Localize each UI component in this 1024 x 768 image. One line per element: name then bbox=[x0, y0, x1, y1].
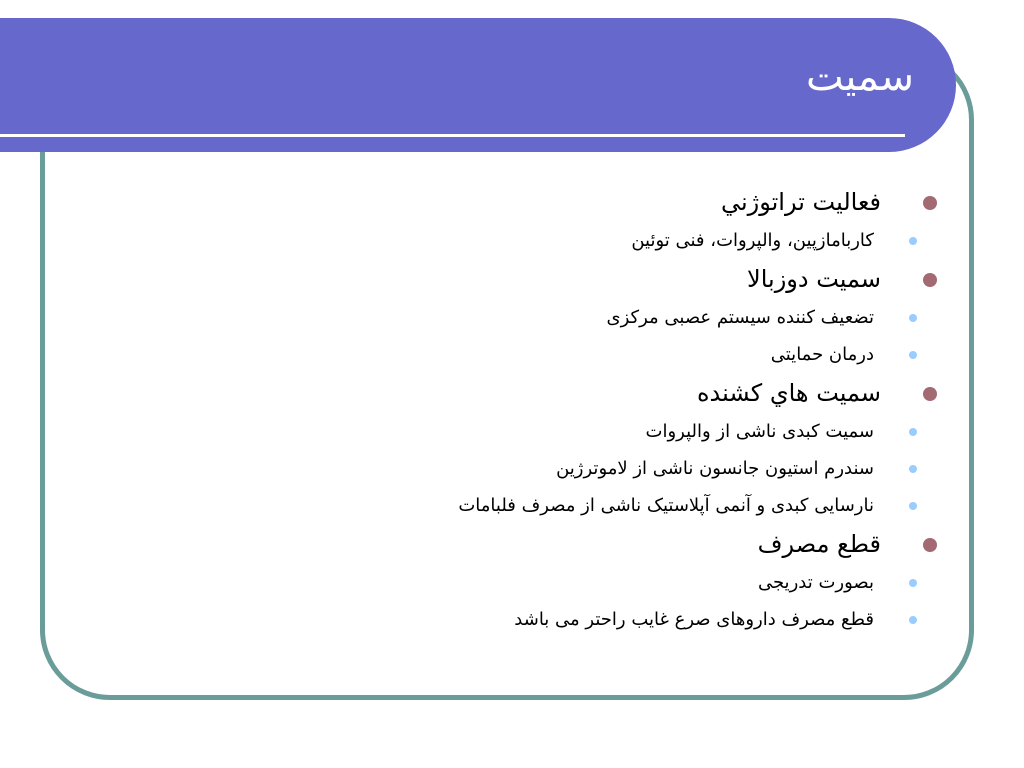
sub-bullet-dot-icon bbox=[909, 465, 917, 473]
bullet-dot-icon bbox=[923, 196, 937, 210]
bullet-dot-icon bbox=[923, 538, 937, 552]
sub-bullet-dot-icon bbox=[909, 616, 917, 624]
sub-bullet-dot-icon bbox=[909, 428, 917, 436]
sub-bullet-dot-icon bbox=[909, 351, 917, 359]
sub-bullet-text: بصورت تدریجی bbox=[757, 572, 874, 593]
sub-bullet-item bbox=[209, 564, 909, 601]
bullet-text: قطع مصرف bbox=[757, 530, 881, 558]
sub-bullet-text: سندرم استیون جانسون ناشی از لاموترژین bbox=[556, 458, 874, 479]
sub-bullet-dot-icon bbox=[909, 237, 917, 245]
sub-bullet-item bbox=[209, 222, 909, 259]
sub-bullet-text: کاربامازپین، والپروات، فنی توئین bbox=[631, 230, 874, 251]
bullet-text: سميت هاي کشنده bbox=[696, 379, 881, 407]
title-underline bbox=[0, 134, 905, 137]
bullet-item bbox=[209, 373, 909, 413]
sub-bullet-item bbox=[209, 413, 909, 450]
sub-bullet-text: نارسایی کبدی و آنمی آپلاستیک ناشی از مصرف فلبامات bbox=[458, 495, 874, 516]
slide-title: سميت bbox=[806, 54, 914, 100]
sub-bullet-item bbox=[209, 487, 909, 524]
sub-bullet-text: تضعیف کننده سیستم عصبی مرکزی bbox=[606, 307, 874, 328]
sub-bullet-item bbox=[209, 450, 909, 487]
bullet-dot-icon bbox=[923, 387, 937, 401]
sub-bullet-item bbox=[209, 601, 909, 638]
bullet-item bbox=[209, 182, 909, 222]
sub-bullet-text: قطع مصرف داروهای صرع غایب راحتر می باشد bbox=[514, 609, 874, 630]
bullet-item bbox=[209, 524, 909, 564]
sub-bullet-item bbox=[209, 336, 909, 373]
bullet-dot-icon bbox=[923, 273, 937, 287]
sub-bullet-dot-icon bbox=[909, 314, 917, 322]
bullet-list bbox=[209, 182, 909, 638]
bullet-text: سميت دوزبالا bbox=[747, 265, 881, 293]
sub-bullet-text: درمان حمایتی bbox=[770, 344, 874, 365]
sub-bullet-item bbox=[209, 299, 909, 336]
sub-bullet-dot-icon bbox=[909, 579, 917, 587]
bullet-item bbox=[209, 259, 909, 299]
sub-bullet-text: سمیت کبدی ناشی از والپروات bbox=[645, 421, 874, 442]
sub-bullet-dot-icon bbox=[909, 502, 917, 510]
bullet-text: فعاليت تراتوژني bbox=[720, 188, 881, 216]
